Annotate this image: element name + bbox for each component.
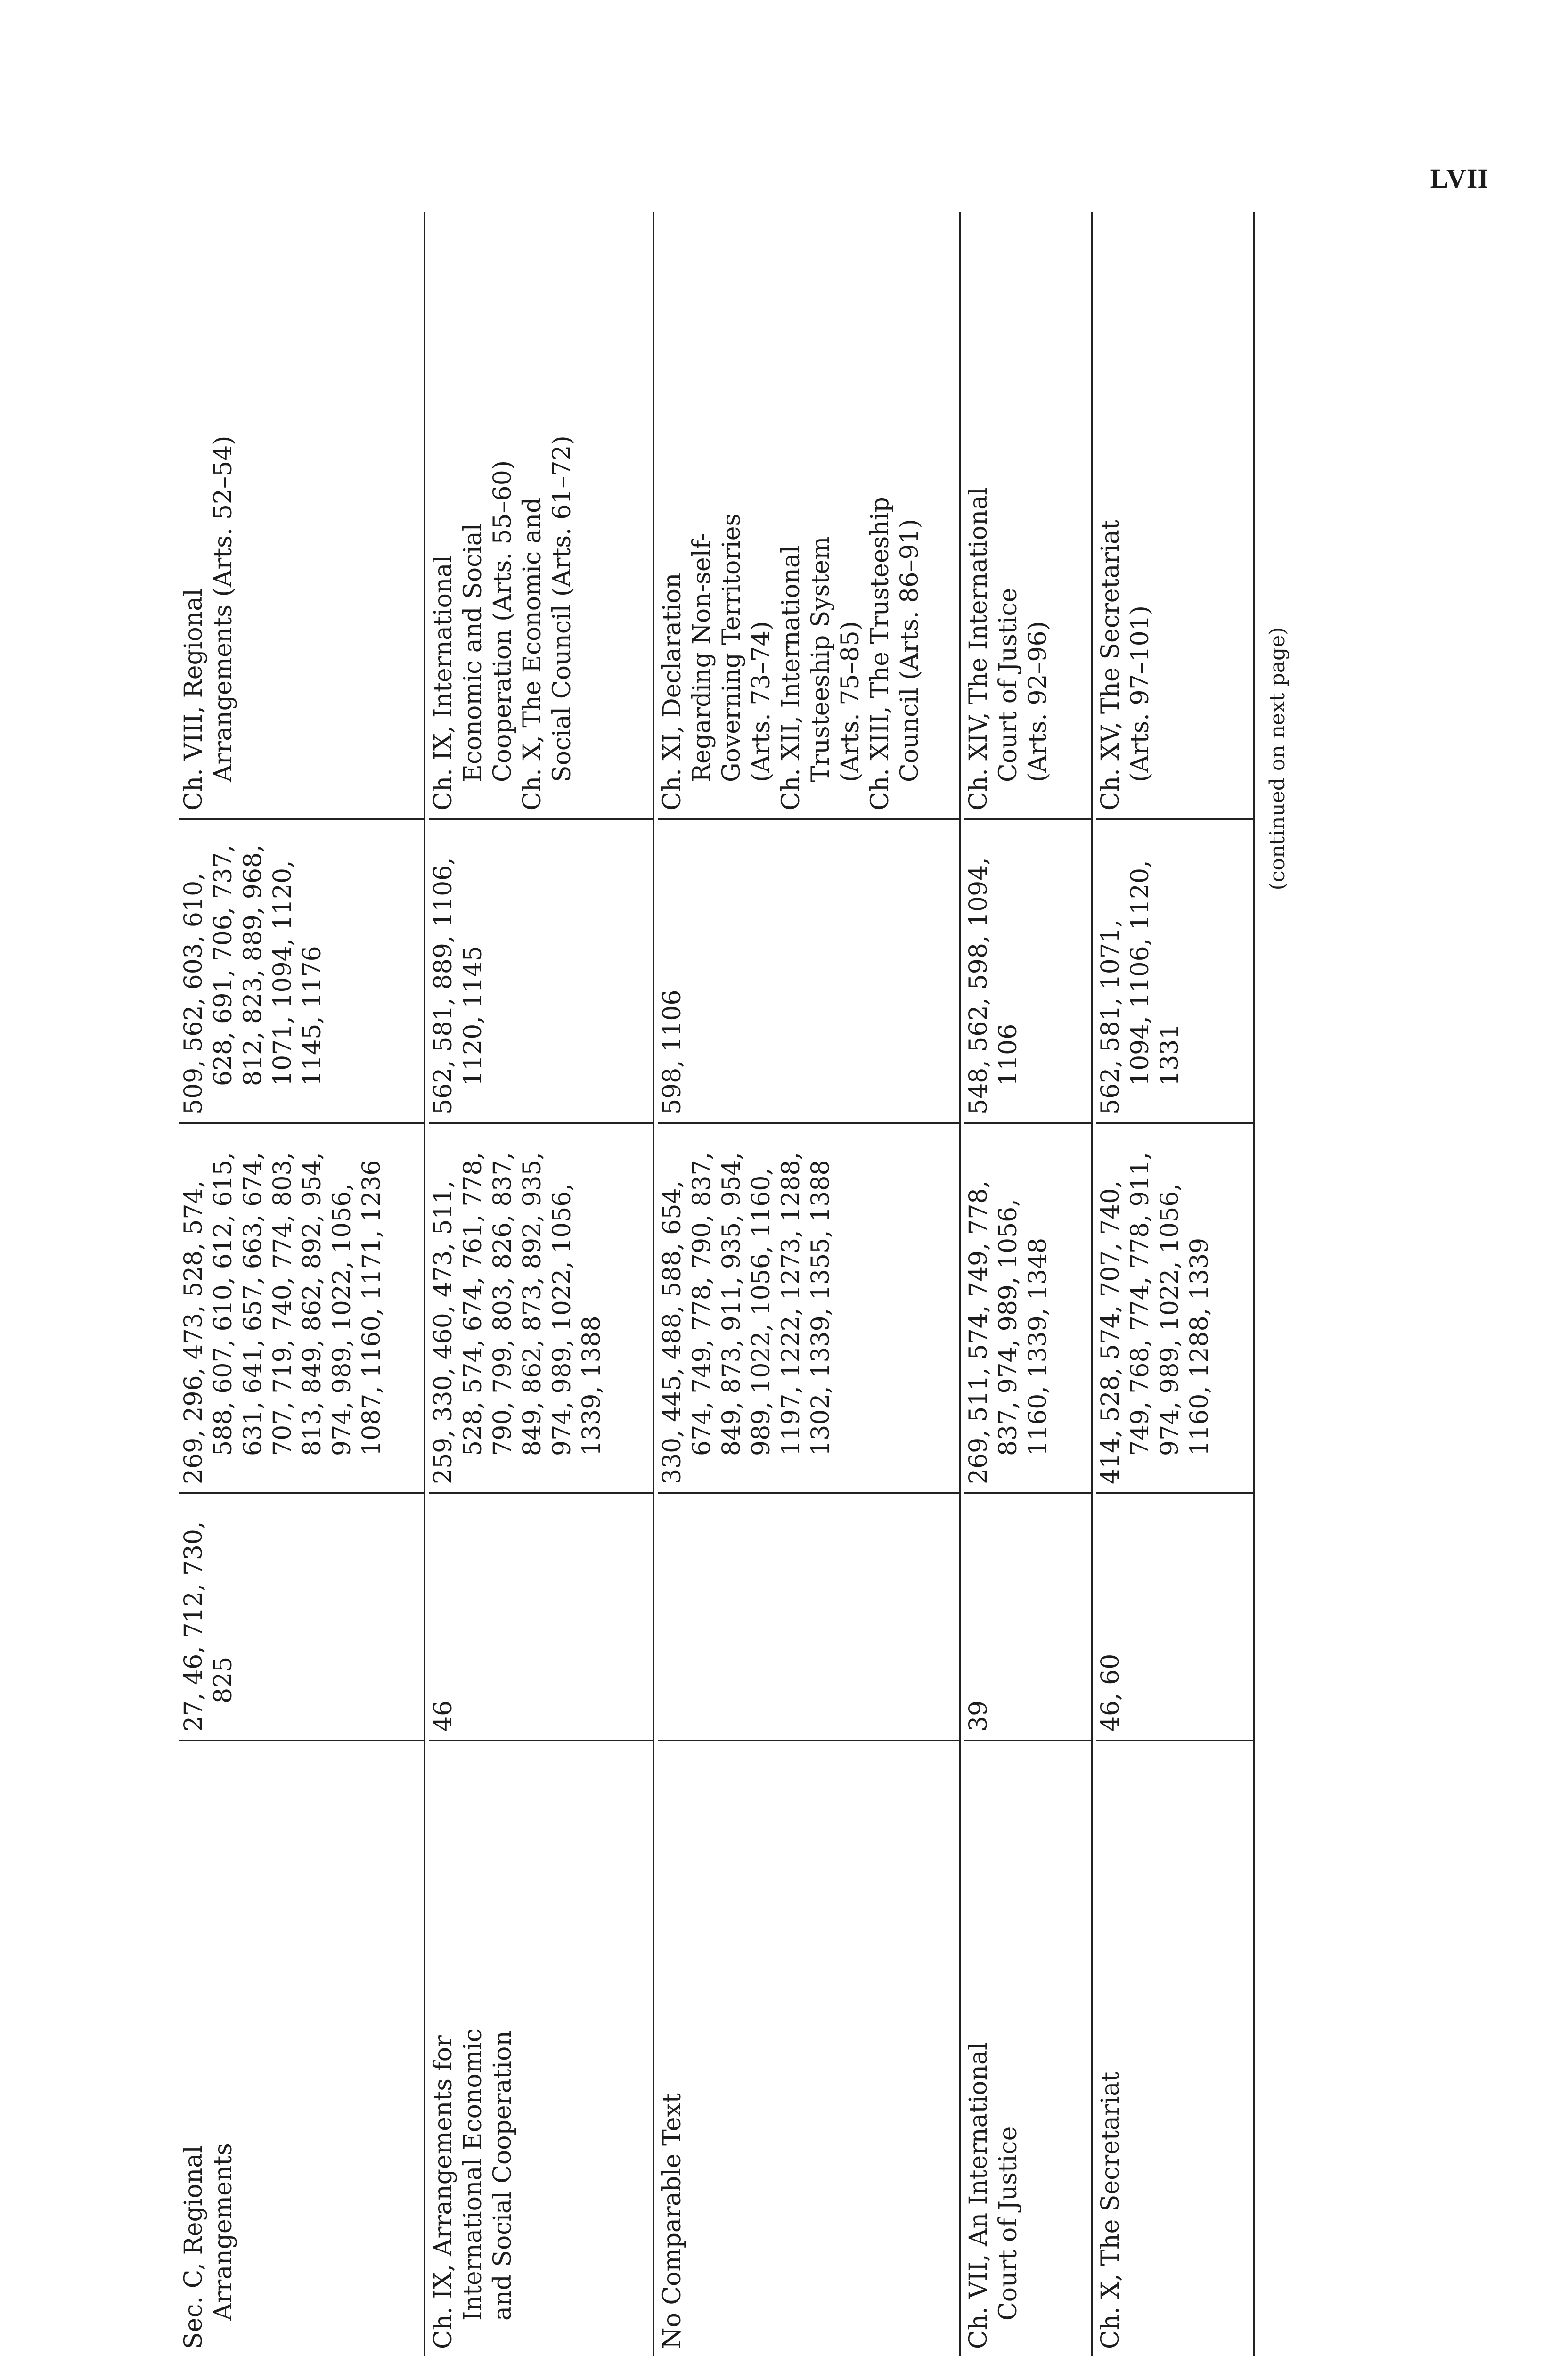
cell-line: 628, 691, 706, 737, bbox=[209, 844, 237, 1086]
col-references-b bbox=[1096, 1126, 1215, 1484]
column-rule bbox=[1096, 1740, 1253, 1741]
cell-line: 1160, 1339, 1348 bbox=[1024, 1237, 1052, 1456]
column-rule bbox=[964, 1492, 1091, 1494]
cell-line: 849, 873, 911, 935, 954, bbox=[718, 1152, 746, 1456]
column-rule bbox=[964, 818, 1091, 820]
col-references-a bbox=[429, 1496, 458, 1732]
cell-line: Ch. XI, Declaration bbox=[658, 573, 686, 810]
cell-line: 631, 641, 657, 663, 674, bbox=[239, 1152, 267, 1456]
cell-line: 46, 60 bbox=[1096, 1653, 1125, 1732]
cell-line: 562, 581, 1071, bbox=[1096, 919, 1125, 1114]
cell-line: Ch. VII, An International bbox=[964, 2042, 993, 2349]
cell-line: 849, 862, 873, 892, 935, bbox=[518, 1152, 547, 1456]
cell-line: 548, 562, 598, 1094, bbox=[964, 857, 993, 1114]
cell-line: 1071, 1094, 1120, bbox=[269, 860, 297, 1086]
column-rule bbox=[964, 1740, 1091, 1741]
cell-line: 813, 849, 862, 892, 954, bbox=[298, 1152, 327, 1456]
cell-line: 269, 511, 574, 749, 778, bbox=[964, 1180, 993, 1484]
cell-line: Social Council (Arts. 61–72) bbox=[548, 435, 576, 782]
cell-line: Ch. X, The Economic and bbox=[518, 497, 547, 810]
column-rule bbox=[658, 1492, 959, 1494]
cell-line: Ch. XII, International bbox=[777, 545, 805, 810]
col-references-b bbox=[658, 1126, 836, 1484]
cell-line: Court of Justice bbox=[994, 2126, 1022, 2321]
cell-line: Arrangements bbox=[209, 2143, 237, 2321]
cell-line: 825 bbox=[209, 1656, 237, 1703]
cell-line: 46 bbox=[429, 1700, 457, 1732]
col-references-a bbox=[1096, 1496, 1126, 1732]
cell-line: 598, 1106 bbox=[658, 990, 686, 1114]
column-rule bbox=[1096, 818, 1253, 820]
cell-line: 330, 445, 488, 588, 654, bbox=[658, 1180, 686, 1484]
cell-line: 1331 bbox=[1156, 1023, 1184, 1086]
concordance-table bbox=[179, 212, 1310, 2356]
col-references-b bbox=[964, 1126, 1053, 1484]
col-dumbarton-oaks bbox=[658, 1741, 687, 2349]
cell-line: Arrangements (Arts. 52–54) bbox=[209, 435, 237, 782]
cell-line: Council (Arts. 86–91) bbox=[896, 519, 924, 782]
col-dumbarton-oaks bbox=[179, 1741, 238, 2349]
col-references-c bbox=[964, 822, 1023, 1114]
cell-line: International Economic bbox=[459, 2029, 487, 2321]
col-references-b bbox=[179, 1126, 387, 1484]
column-rule bbox=[964, 1122, 1091, 1124]
col-charter bbox=[658, 212, 925, 810]
cell-line: Ch. XIII, The Trusteeship bbox=[866, 497, 894, 810]
column-rule bbox=[658, 1122, 959, 1124]
cell-line: 989, 1022, 1056, 1160, bbox=[747, 1168, 776, 1456]
cell-line: Cooperation (Arts. 55–60) bbox=[489, 460, 517, 782]
col-dumbarton-oaks bbox=[429, 1741, 518, 2349]
column-rule bbox=[1096, 1492, 1253, 1494]
cell-line: Ch. XV, The Secretariat bbox=[1096, 520, 1125, 810]
page-number: LVII bbox=[1430, 163, 1489, 194]
cell-line: 562, 581, 889, 1106, bbox=[429, 857, 457, 1114]
cell-line: Ch. XIV, The International bbox=[964, 487, 993, 810]
col-dumbarton-oaks bbox=[1096, 1741, 1126, 2349]
cell-line: 707, 719, 740, 774, 803, bbox=[269, 1152, 297, 1456]
cell-line: Sec. C, Regional bbox=[180, 2145, 208, 2349]
cell-line: (Arts. 75–85) bbox=[836, 621, 865, 782]
cell-line: 269, 296, 473, 528, 574, bbox=[180, 1180, 208, 1484]
cell-line: 259, 330, 460, 473, 511, bbox=[429, 1180, 457, 1484]
cell-line: 1087, 1160, 1171, 1236 bbox=[358, 1160, 386, 1456]
column-rule bbox=[429, 1740, 653, 1741]
cell-line: 749, 768, 774, 778, 911, bbox=[1126, 1152, 1154, 1456]
col-references-c bbox=[179, 822, 327, 1114]
cell-line: 790, 799, 803, 826, 837, bbox=[489, 1152, 517, 1456]
col-charter bbox=[964, 212, 1053, 810]
column-rule bbox=[179, 1740, 424, 1741]
row-rule bbox=[653, 212, 654, 2356]
column-rule bbox=[658, 818, 959, 820]
cell-line: Ch. IX, International bbox=[429, 555, 457, 810]
cell-line: 588, 607, 610, 612, 615, bbox=[209, 1152, 237, 1456]
cell-line: Trusteeship System bbox=[807, 536, 835, 782]
cell-line: Ch. IX, Arrangements for bbox=[429, 2035, 457, 2349]
column-rule bbox=[179, 818, 424, 820]
cell-line: (Arts. 73–74) bbox=[747, 621, 776, 782]
col-references-b bbox=[429, 1126, 607, 1484]
row-rule bbox=[959, 212, 961, 2356]
cell-line: 528, 574, 674, 761, 778, bbox=[459, 1152, 487, 1456]
column-rule bbox=[179, 1122, 424, 1124]
column-rule bbox=[658, 1740, 959, 1741]
col-charter bbox=[429, 212, 577, 810]
cell-line: 974, 989, 1022, 1056, bbox=[548, 1183, 576, 1456]
cell-line: 27, 46, 712, 730, bbox=[180, 1521, 208, 1732]
column-rule bbox=[429, 1122, 653, 1124]
cell-line: 1106 bbox=[994, 1023, 1022, 1086]
column-rule bbox=[429, 818, 653, 820]
cell-line: Ch. VIII, Regional bbox=[180, 589, 208, 810]
col-references-a bbox=[964, 1496, 994, 1732]
col-references-a bbox=[179, 1496, 238, 1732]
cell-line: 414, 528, 574, 707, 740, bbox=[1096, 1180, 1125, 1484]
cell-line: 1302, 1339, 1355, 1388 bbox=[807, 1160, 835, 1456]
cell-line: (Arts. 97–101) bbox=[1126, 605, 1154, 782]
cell-line: 837, 974, 989, 1056, bbox=[994, 1199, 1022, 1456]
col-charter bbox=[179, 212, 238, 810]
col-dumbarton-oaks bbox=[964, 1741, 1023, 2349]
cell-line: Economic and Social bbox=[459, 523, 487, 782]
cell-line: 509, 562, 603, 610, bbox=[180, 873, 208, 1114]
cell-line: Governing Territories bbox=[718, 513, 746, 782]
cell-line: 974, 989, 1022, 1056, bbox=[1156, 1183, 1184, 1456]
cell-line: 1160, 1288, 1339 bbox=[1185, 1237, 1214, 1456]
column-rule bbox=[1096, 1122, 1253, 1124]
row-rule bbox=[1091, 212, 1093, 2356]
col-references-c bbox=[1096, 822, 1185, 1114]
col-references-c bbox=[429, 822, 488, 1114]
column-rule bbox=[429, 1492, 653, 1494]
cell-line: Regarding Non-self- bbox=[688, 532, 716, 782]
column-rule bbox=[179, 1492, 424, 1494]
cell-line: 1094, 1106, 1120, bbox=[1126, 860, 1154, 1086]
cell-line: 39 bbox=[964, 1700, 993, 1732]
col-references-c bbox=[658, 822, 687, 1114]
cell-line: 974, 989, 1022, 1056, bbox=[328, 1183, 356, 1456]
cell-line: No Comparable Text bbox=[658, 2093, 686, 2349]
cell-line: 812, 823, 889, 968, bbox=[239, 844, 267, 1086]
row-rule bbox=[1253, 212, 1255, 2356]
cell-line: 674, 749, 778, 790, 837, bbox=[688, 1152, 716, 1456]
cell-line: Court of Justice bbox=[994, 588, 1022, 782]
cell-line: (Arts. 92–96) bbox=[1024, 621, 1052, 782]
cell-line: Ch. X, The Secretariat bbox=[1096, 2071, 1125, 2349]
row-rule bbox=[424, 212, 425, 2356]
cell-line: 1120, 1145 bbox=[459, 946, 487, 1086]
cell-line: 1145, 1176 bbox=[298, 946, 327, 1086]
cell-line: 1339, 1388 bbox=[578, 1316, 606, 1456]
continued-note: (continued on next page) bbox=[1266, 627, 1290, 891]
cell-line: and Social Cooperation bbox=[489, 2030, 517, 2321]
col-charter bbox=[1096, 212, 1155, 810]
cell-line: 1197, 1222, 1273, 1288, bbox=[777, 1152, 805, 1456]
